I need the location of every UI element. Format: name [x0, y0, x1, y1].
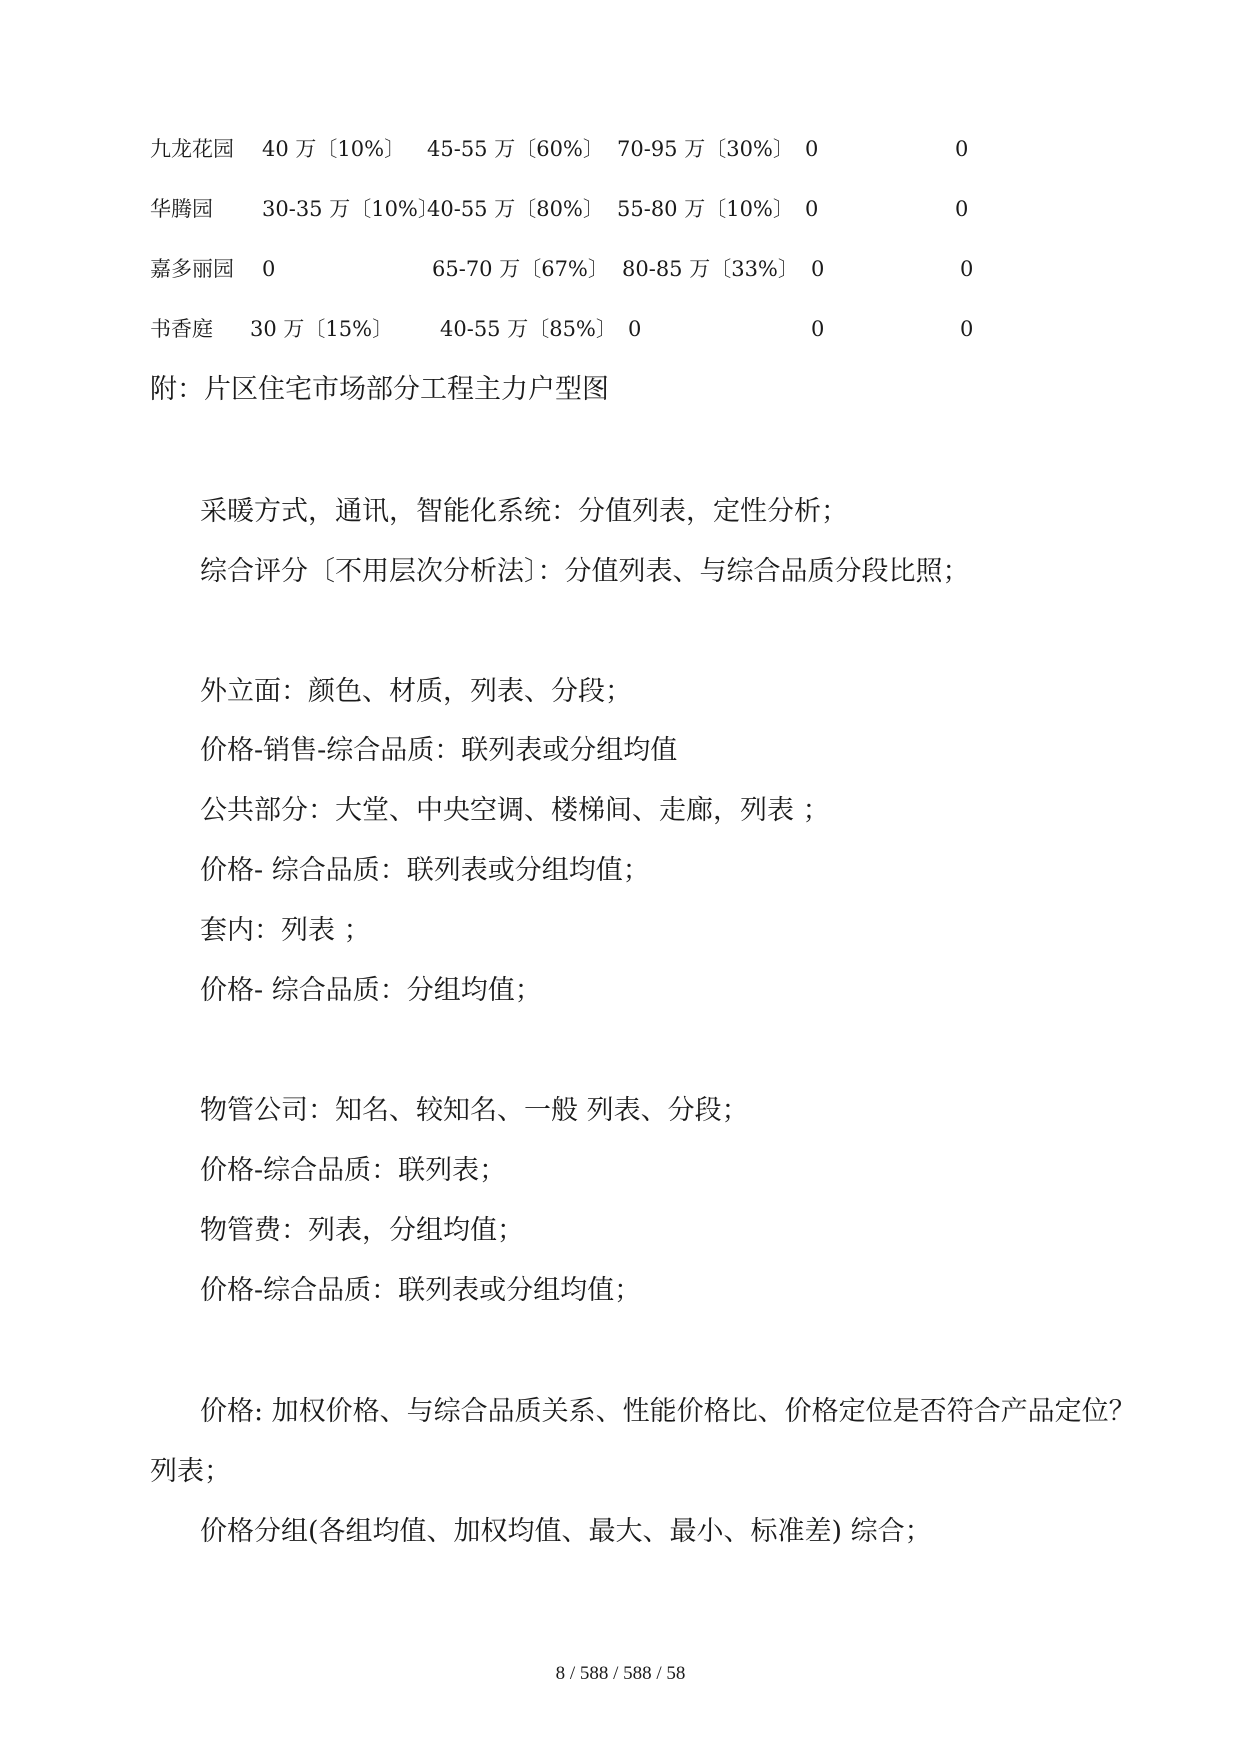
table-row: [0, 314, 1241, 344]
table-row: [0, 194, 1241, 224]
text-line: 物管公司：知名、较知名、一般 列表、分段；: [200, 1095, 749, 1126]
text-line: 外立面：颜色、材质，列表、分段；: [200, 676, 632, 707]
price-range-5: 0: [960, 317, 974, 341]
text-line: 价格-综合品质：联列表；: [200, 1155, 507, 1186]
price-range-4: 0: [811, 317, 825, 341]
text-line: 物管费：列表，分组均值；: [200, 1215, 524, 1246]
project-name: 嘉多丽园: [150, 257, 234, 281]
text-line: 综合评分〔不用层次分析法〕：分值列表、与综合品质分段比照；: [200, 556, 970, 587]
price-range-4: 0: [805, 197, 819, 221]
text-line: 采暖方式，通讯，智能化系统：分值列表，定性分析；: [200, 496, 848, 527]
price-range-1: 30-35 万〔10%〕: [262, 197, 439, 221]
price-range-3: 80-85 万〔33%〕: [622, 257, 799, 281]
price-range-1: 40 万〔10%〕: [262, 137, 406, 161]
price-range-4: 0: [805, 137, 819, 161]
price-range-5: 0: [955, 197, 969, 221]
price-range-2: 40-55 万〔85%〕: [440, 317, 617, 341]
price-range-5: 0: [955, 137, 969, 161]
text-line: 价格-综合品质：联列表或分组均值；: [200, 1275, 642, 1306]
project-name: 九龙花园: [150, 137, 234, 161]
table-row: [0, 134, 1241, 164]
price-range-1: 30 万〔15%〕: [250, 317, 394, 341]
text-line: 套内：列表 ；: [200, 915, 371, 946]
price-range-4: 0: [811, 257, 825, 281]
text-line: 价格-销售-综合品质：联列表或分组均值: [200, 735, 678, 766]
price-range-3: 0: [628, 317, 642, 341]
price-range-3: 55-80 万〔10%〕: [617, 197, 794, 221]
text-line: 价格分组(各组均值、加权均值、最大、最小、标准差) 综合；: [200, 1516, 932, 1547]
price-range-2: 40-55 万〔80%〕: [427, 197, 604, 221]
appendix-note: 附：片区住宅市场部分工程主力户型图: [150, 374, 609, 405]
text-line: 公共部分：大堂、中央空调、楼梯间、走廊，列表 ；: [200, 795, 830, 826]
price-range-5: 0: [960, 257, 974, 281]
page-number: 8 / 588 / 588 / 58: [555, 1663, 686, 1684]
project-name: 华腾园: [150, 197, 213, 221]
price-range-2: 45-55 万〔60%〕: [427, 137, 604, 161]
text-line: 价格- 综合品质：联列表或分组均值；: [200, 855, 650, 886]
text-line: 列表；: [150, 1456, 231, 1487]
table-row: [0, 254, 1241, 284]
project-name: 书香庭: [150, 317, 213, 341]
text-line: 价格- 综合品质：分组均值；: [200, 975, 542, 1006]
price-range-2: 65-70 万〔67%〕: [432, 257, 609, 281]
text-line: 价格: 加权价格、与综合品质关系、性能价格比、价格定位是否符合产品定位？: [200, 1396, 1136, 1427]
price-range-1: 0: [262, 257, 276, 281]
price-range-3: 70-95 万〔30%〕: [617, 137, 794, 161]
